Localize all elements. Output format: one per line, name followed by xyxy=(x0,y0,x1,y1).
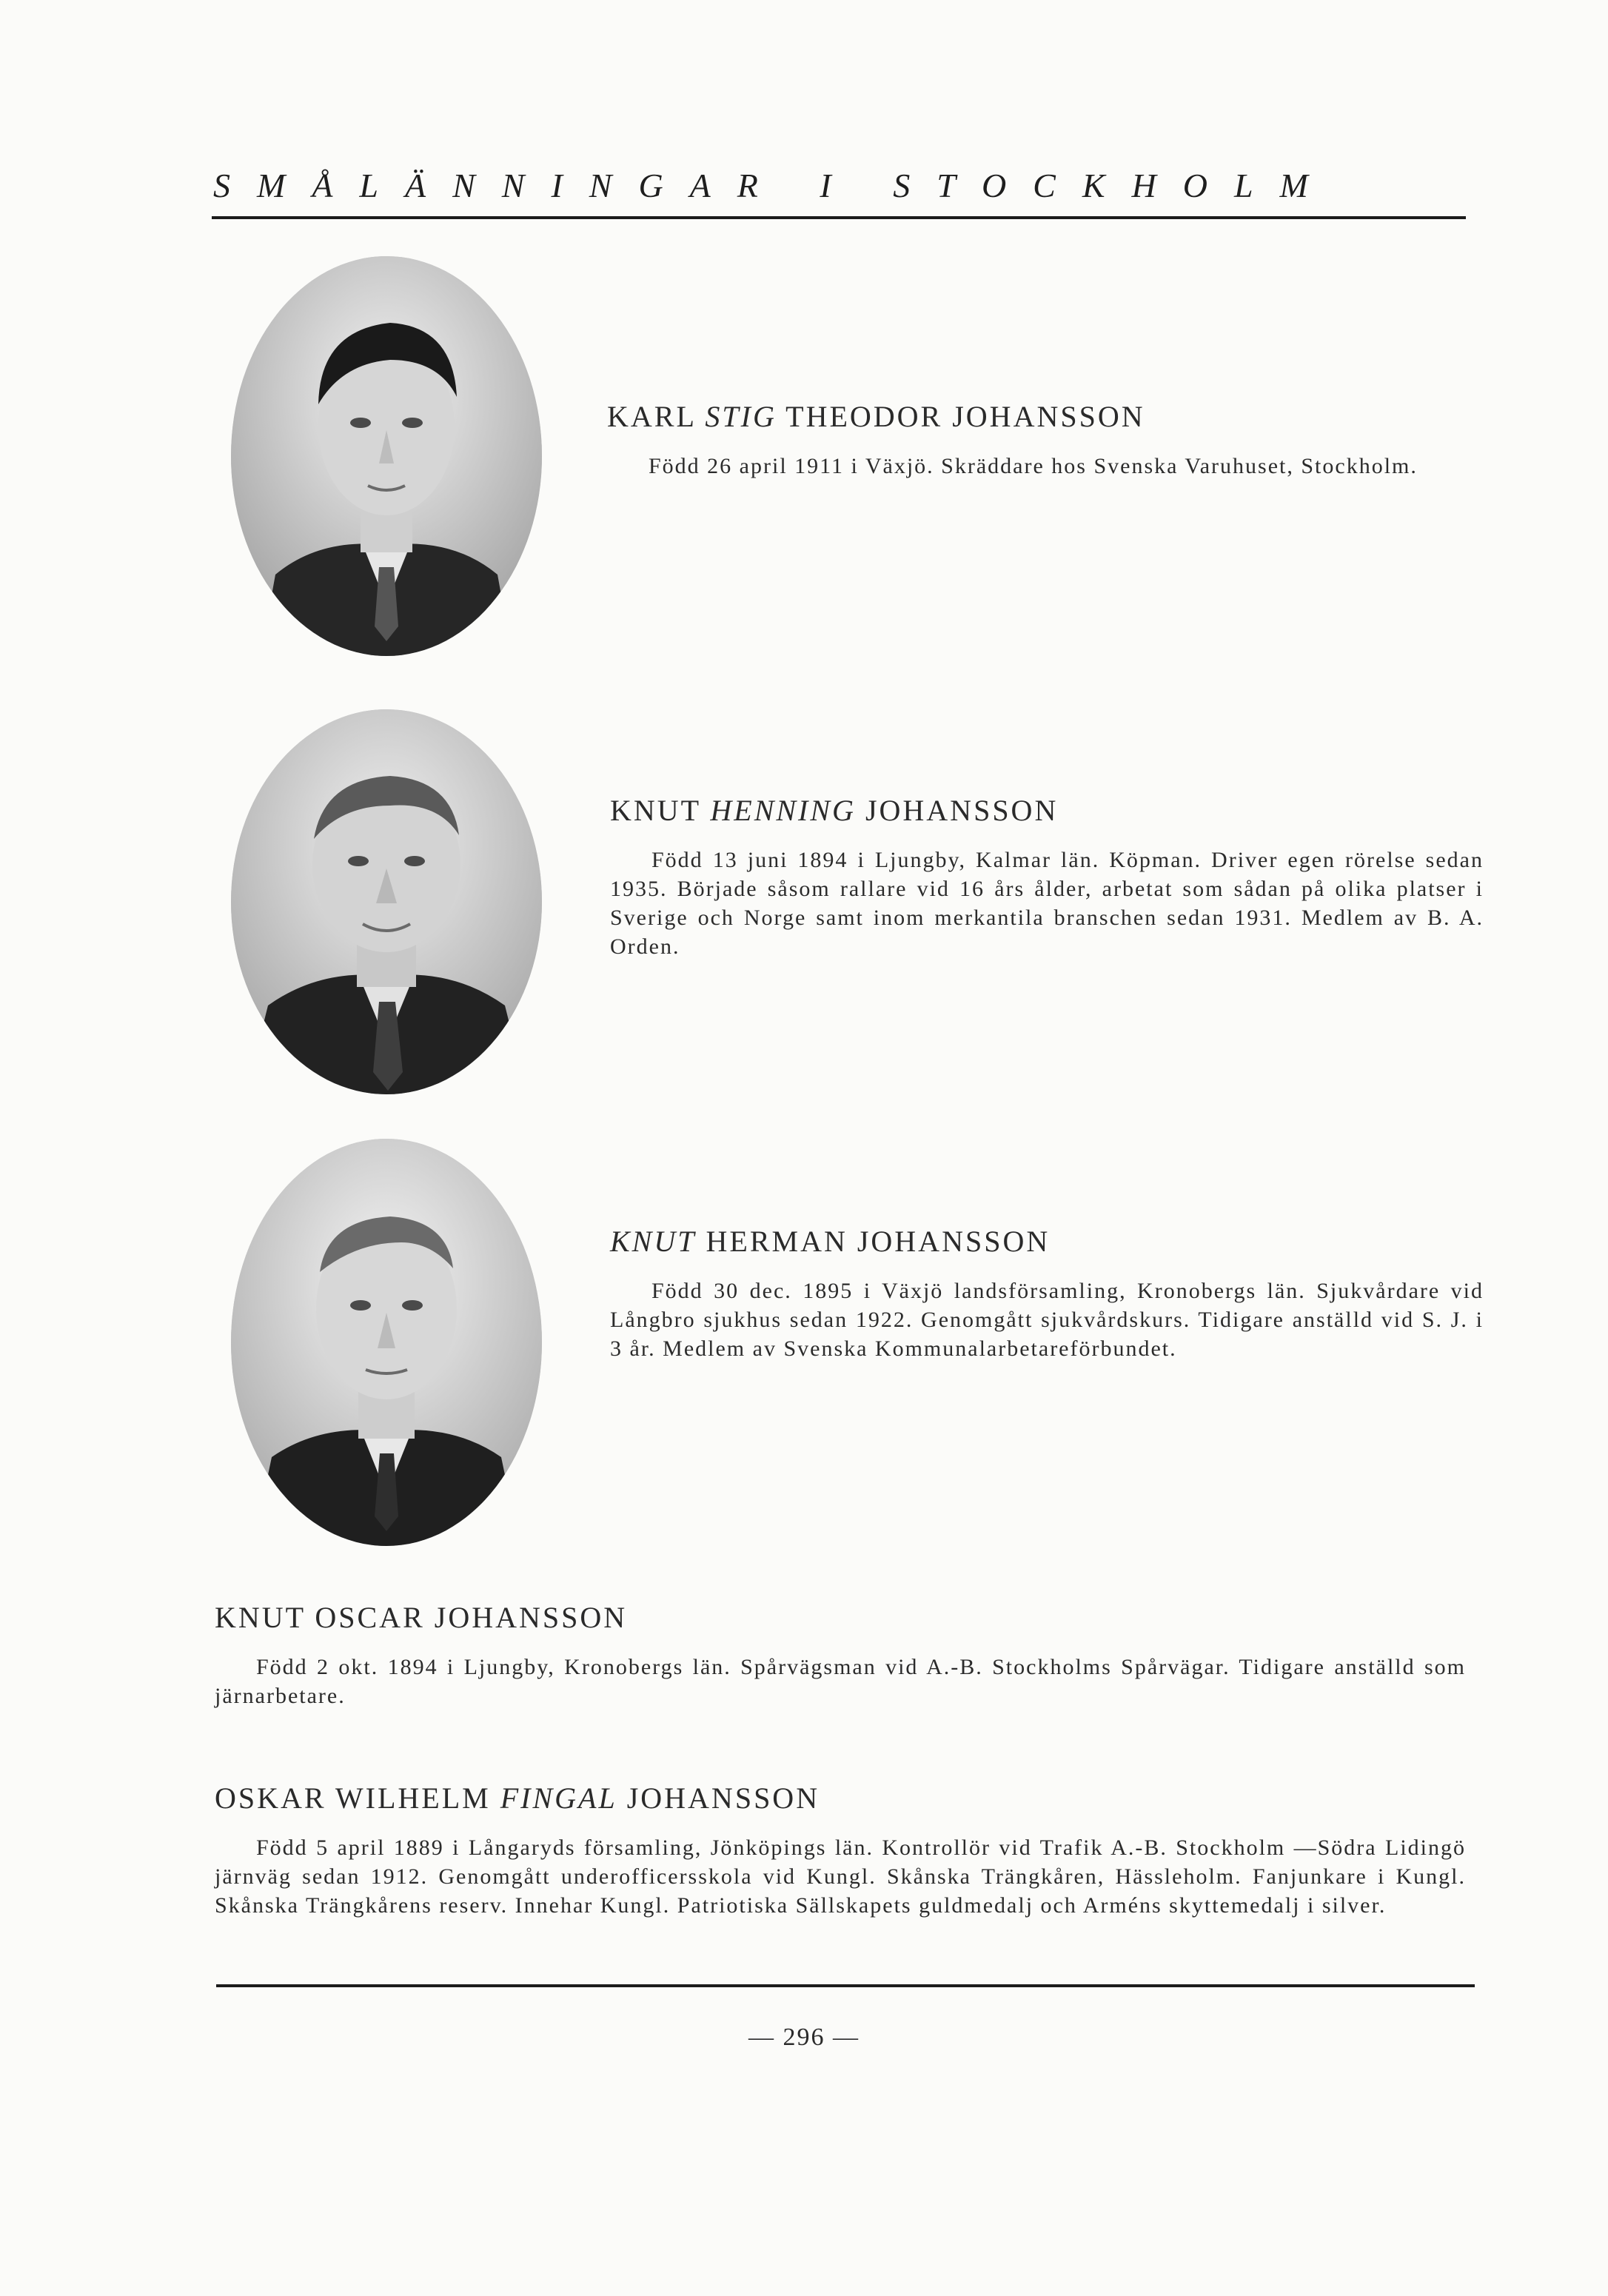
biography-text: Född 5 april 1889 i Långaryds församling, Jönköpings län. Kontrollör vid Trafik A.-B. Stockholm —Södra Lidingö järnväg sedan 1912. Genomgått underofficersskola vid Kungl. Skånska Trängkåren, Hässleholm. Fanjunkare i Kungl. Skånska Trängkårens reserv. Innehar Kungl. Patriotiska Sällskapets guldmedalj och Arméns skyttemedalj i silver. xyxy=(215,1835,1466,1918)
biography-text: Född 30 dec. 1895 i Växjö landsförsamling, Kronobergs län. Sjukvårdare vid Långbro sjukhus sedan 1922. Genomgått sjukvårdskurs. Tidigare anställd vid S. J. i 3 år. Medlem av Svenska Kommunalarbetareförbundet. xyxy=(610,1279,1484,1361)
biography-entry xyxy=(610,794,1484,961)
person-name: OSKAR WILHELM FINGAL JOHANSSON xyxy=(215,1781,820,1815)
page-number: — 296 — xyxy=(748,2024,860,2051)
person-name: KNUT OSCAR JOHANSSON xyxy=(215,1601,628,1634)
biography-text: Född 13 juni 1894 i Ljungby, Kalmar län. Köpman. Driver egen rörelse sedan 1935. Började såsom rallare vid 16 års ålder, arbetat som sådan på olika platser i Sverige och Norge samt inom merkantila branschen sedan 1931. Medlem av B. A. Orden. xyxy=(610,848,1484,959)
running-header: SMÅLÄNNINGAR I STOCKHOLM xyxy=(213,167,1335,204)
biography-entry xyxy=(610,1225,1484,1363)
person-name: KARL STIG THEODOR JOHANSSON xyxy=(607,400,1145,433)
biography-text: Född 26 april 1911 i Växjö. Skräddare hos Svenska Varuhuset, Stockholm. xyxy=(649,454,1418,478)
biography-entry xyxy=(215,1781,1466,1920)
biography-entry xyxy=(607,400,1481,481)
biography-entry xyxy=(215,1601,1466,1710)
person-name: KNUT HENNING JOHANSSON xyxy=(610,794,1059,827)
portrait-photo xyxy=(231,256,542,656)
person-name: KNUT HERMAN JOHANSSON xyxy=(610,1225,1051,1258)
header-rule xyxy=(212,216,1466,219)
portrait-photo xyxy=(231,1139,542,1546)
footer-rule xyxy=(216,1984,1475,1987)
portrait-photo xyxy=(231,709,542,1094)
biography-text: Född 2 okt. 1894 i Ljungby, Kronobergs län. Spårvägsman vid A.-B. Stockholms Spårvägar. Tidigare anställd som järnarbetare. xyxy=(215,1655,1466,1708)
